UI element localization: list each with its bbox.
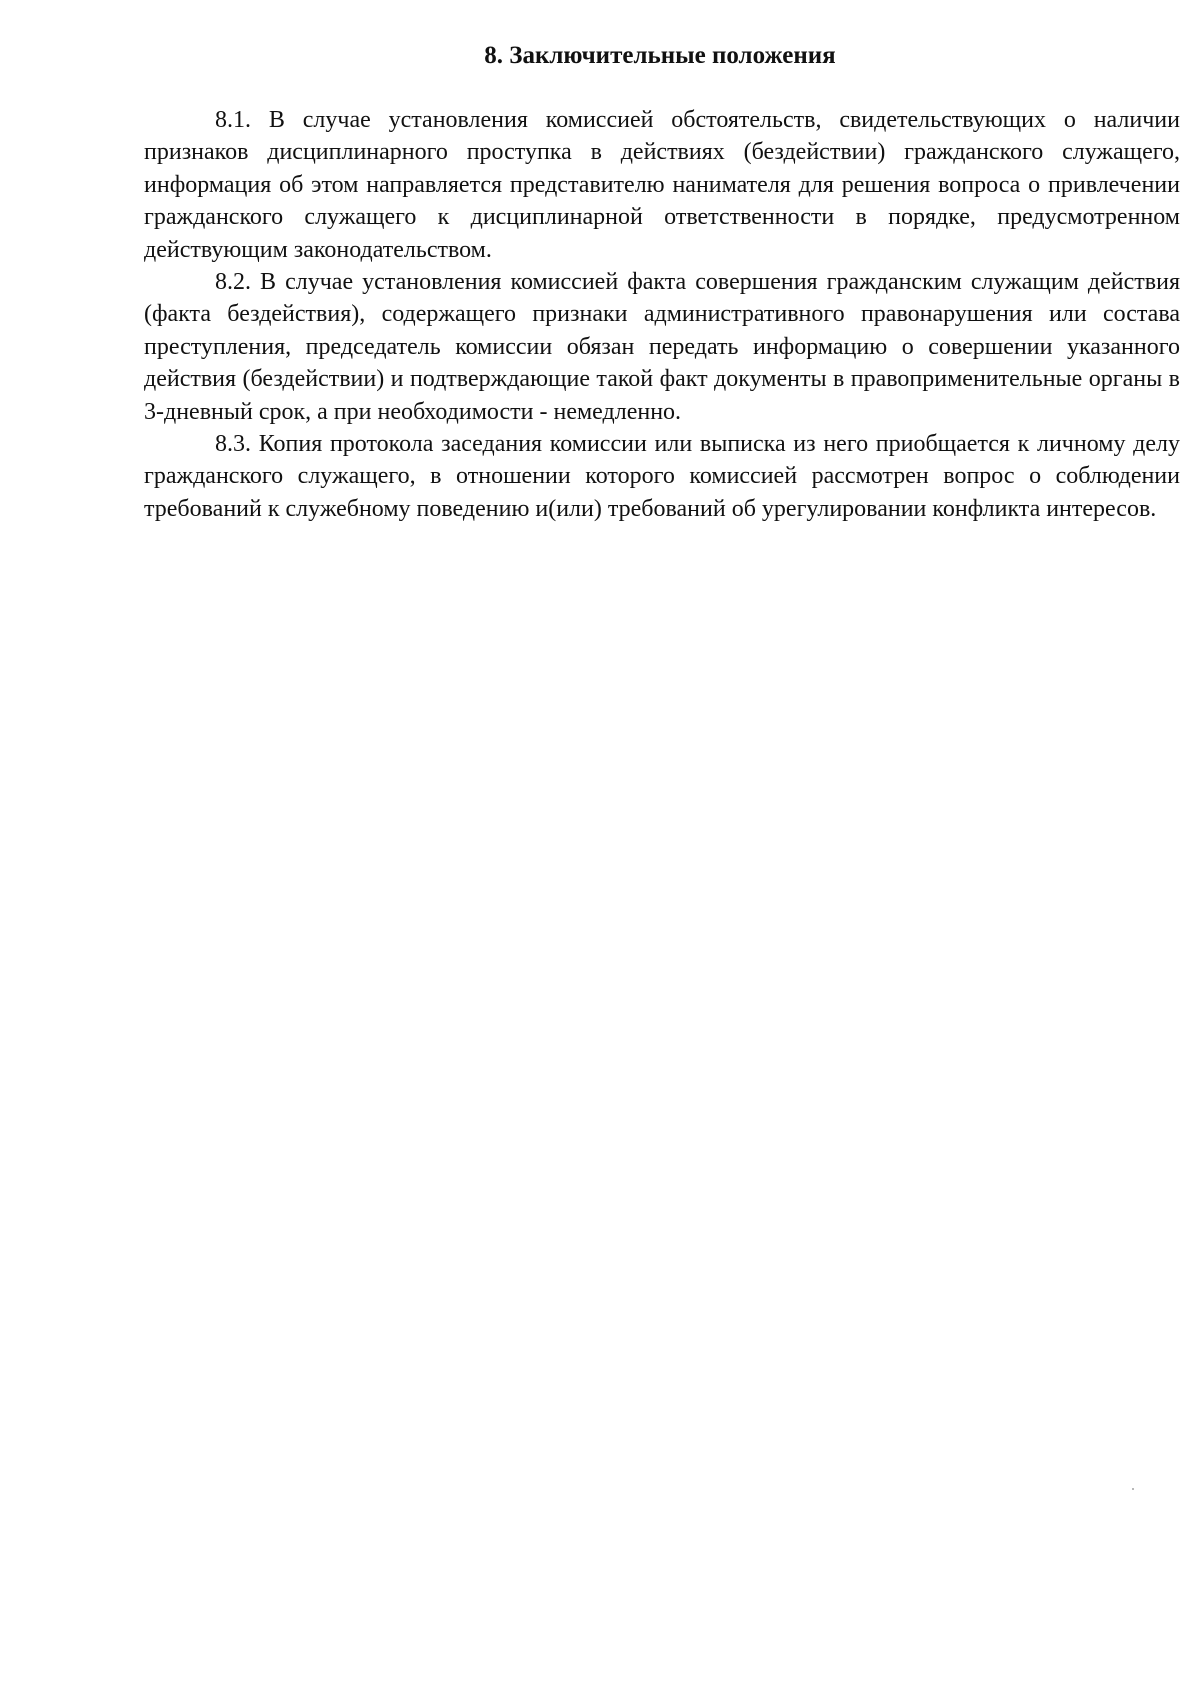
paragraph-8-2: 8.2. В случае установления комиссией факта совершения гражданским служащим действия (факта бездействия), содержащего признаки административного правонарушения или состава преступления, председатель комиссии обязан передать информацию о совершении указанного действия (бездействии) и подтверждающие такой факт документы в правоприменительные органы в 3-дневный срок, а при необходимости - немедленно.	[144, 269, 1180, 425]
paragraph-8-1: 8.1. В случае установления комиссией обстоятельств, свидетельствующих о наличии признаков дисциплинарного проступка в действиях (бездействии) гражданского служащего, информация об этом направляется представителю нанимателя для решения вопроса о привлечении гражданского служащего к дисциплинарной ответственности в порядке, предусмотренном действующим законодательством.	[144, 107, 1180, 263]
section-body	[144, 104, 1180, 525]
paragraph-8-3: 8.3. Копия протокола заседания комиссии или выписка из него приобщается к личному делу гражданского служащего, в отношении которого комиссией рассмотрен вопрос о соблюдении требований к служебному поведению и(или) требований об урегулировании конфликта интересов.	[144, 431, 1180, 522]
section-heading: 8. Заключительные положения	[484, 42, 836, 69]
scan-artifact-dot	[1132, 1488, 1134, 1490]
